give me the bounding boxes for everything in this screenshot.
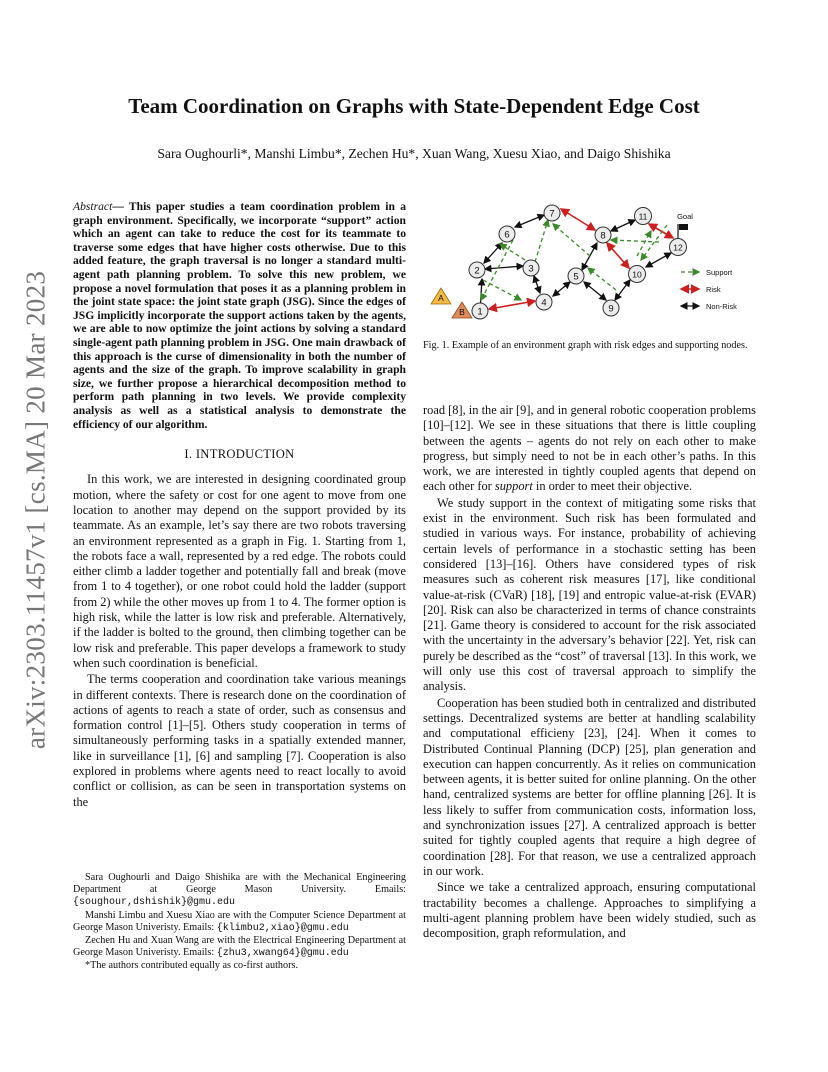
- right-column: [423, 403, 756, 941]
- environment-graph-figure: [423, 200, 756, 330]
- abstract: [73, 200, 406, 431]
- intro-paragraph-6: Since we take a centralized approach, ensuring computational tractability becomes a challenge. Approaches to simplifying a multi-agent planning problem have been widely studied, such as decomposition, graph reformulation, and: [423, 880, 756, 941]
- left-column: [73, 200, 406, 810]
- footnote-4: *The authors contributed equally as co-first authors.: [85, 960, 299, 972]
- svg-text:8: 8: [600, 230, 606, 242]
- figure-caption: Fig. 1. Example of an environment graph with risk edges and supporting nodes.: [423, 340, 748, 351]
- graph-node-1: [472, 303, 488, 319]
- svg-text:11: 11: [638, 211, 648, 222]
- svg-text:4: 4: [541, 297, 547, 309]
- footnote-1: Sara Oughourli and Daigo Shishika are with the Mechanical Engineering Department at George Mason University. Emails: {soughour,dshishik}@gmu.edu: [73, 872, 406, 909]
- svg-text:2: 2: [474, 265, 480, 277]
- graph-node-3: [523, 260, 539, 276]
- graph-node-2: [469, 262, 485, 278]
- intro-paragraph-1: In this work, we are interested in designing coordinated group motion, where the safety or cost for one agent to move from one location to another may depend on the support provided by its teammate. As an example, let’s say there are two robots traversing an environment represented as a graph in Fig. 1. Starting from 1, the robots face a wall, represented by a red edge. The robots could either climb a ladder together and potentially fall and break (move from 1 to 4 together), or one robot could hold the ladder (support from 2) while the other moves up from 1 to 4. The former option is high risk, while the latter is low risk and preferable. Alternatively, if the ladder is bolted to the ground, then climbing together can be low risk and preferable. This paper develops a framework to study when such coordination is beneficial.: [73, 472, 406, 670]
- graph-node-8: [595, 227, 611, 243]
- arxiv-stamp-text: arXiv:2303.11457v1 [cs.MA] 20 Mar 2023: [20, 270, 51, 750]
- intro-paragraph-4: We study support in the context of mitigating some risks that exist in the environment. Such risk has been formulated and studied in various ways. For instance, probability of achieving certain levels of performance in a stochastic setting has been considered [13]–[16]. Others have considered types of risk measures such as coherent risk measures [17], like conditional value-at-risk (CVaR) [18], [19] and entropic value-at-risk (EVAR) [20]. Risk can also be characterized in terms of chance constraints [21]. Game theory is considered to account for the risk associated with the uncertainty in the adversary’s behavior [22]. Yet, risk can purely be described as the “cost” of traversal [13]. In this work, we will only use this cost of traversal approach to simplify the analysis.: [423, 495, 756, 694]
- svg-text:B: B: [459, 307, 465, 317]
- svg-text:12: 12: [673, 242, 683, 253]
- legend-non-risk-label: Non-Risk: [706, 302, 737, 311]
- abstract-label: Abstract: [73, 200, 113, 213]
- footnote-3: Zechen Hu and Xuan Wang are with the Electrical Engineering Department at George Mason Univeristy. Emails: {zhu3,xwang64}@gmu.edu: [73, 935, 406, 960]
- footnote-2: Manshi Limbu and Xuesu Xiao are with the Computer Science Department at George Mason Univeristy. Emails: {klimbu2,xiao}@gmu.edu: [73, 909, 406, 934]
- graph-node-11: [635, 208, 652, 225]
- footnotes: [73, 872, 406, 973]
- graph-node-12: [670, 239, 687, 256]
- svg-text:9: 9: [608, 303, 614, 315]
- author-list: Sara Oughourli*, Manshi Limbu*, Zechen Hu*, Xuan Wang, Xuesu Xiao, and Daigo Shishika: [157, 146, 671, 161]
- paper-title: Team Coordination on Graphs with State-Dependent Edge Cost: [128, 94, 700, 118]
- svg-text:3: 3: [528, 263, 534, 275]
- graph-node-9: [603, 300, 619, 316]
- svg-text:A: A: [438, 293, 444, 303]
- intro-paragraph-3: road [8], in the air [9], and in general robotic cooperation problems [10]–[12]. We see in these situations that there is little coupling between the agents – agents do not rely on each other to make progress, but simply need to not be in each other’s paths. In this work, we are interested in tightly coupled agents that depend on each other for support in order to meet their objective.: [423, 403, 756, 494]
- svg-text:5: 5: [573, 271, 579, 283]
- abstract-text: — This paper studies a team coordination problem in a graph environment. Specifically, we incorporate “support” action which an agent can take to reduce the cost for its teammate to traverse some edges that have higher costs otherwise. Due to this added feature, the graph traversal is no longer a standard multi-agent path planning problem. To solve this new problem, we propose a novel formulation that poses it as a planning problem in the joint state space: the joint state graph (JSG). Since the edges of JSG implicitly incorporate the support actions taken by the agents, we are able to now optimize the joint actions by solving a standard single-agent path planning problem in JSG. One main drawback of this approach is the curse of dimensionality in both the number of agents and the size of the graph. To improve scalability in graph size, we further propose a hierarchical decomposition method to perform path planning in two levels. We provide complexity analysis as well as a statistical analysis to demonstrate the efficiency of our algorithm.: [73, 200, 406, 431]
- graph-node-4: [536, 294, 552, 310]
- legend-support-label: Support: [706, 268, 733, 277]
- section-heading-introduction: I. INTRODUCTION: [184, 447, 295, 462]
- svg-text:10: 10: [632, 269, 642, 280]
- arxiv-stamp: [16, 250, 56, 770]
- figure-legend: [681, 268, 737, 311]
- graph-node-6: [499, 226, 515, 242]
- intro-paragraph-2: The terms cooperation and coordination take various meanings in different contexts. There is research done on the coordination of actions of agents to reach a state of order, such as consensus and formation control [1]–[5]. Others study cooperation in terms of simultaneously performing tasks in a spatially extended manner, like in surveillance [1], [6] and sampling [7]. Cooperation is also explored in problems where agents need to react locally to avoid conflict or collision, as can be seen in transportation systems on the: [73, 672, 406, 809]
- legend-risk-label: Risk: [706, 285, 721, 294]
- goal-flag-icon: [678, 224, 688, 238]
- agent-b-marker: [452, 302, 472, 318]
- graph-node-5: [568, 268, 584, 284]
- graph-node-10: [629, 266, 646, 283]
- svg-text:7: 7: [549, 208, 555, 220]
- intro-paragraph-5: Cooperation has been studied both in centralized and distributed settings. Decentralized systems are better at handling scalability and computational efficieny [23], [24]. When it comes to Distributed Continual Planning (DCP) [25], plan generation and execution can happen concurrently. As it relies on communication between agents, it is better suited for online planning. On the other hand, centralized systems are better for offline planning [26]. It is less likely to suffer from communication costs, information loss, and synchronization issues [27]. A centralized approach is better suited for tightly coupled agents that require a high degree of coordination [28]. For that reason, we use a centralized approach in our work.: [423, 695, 756, 878]
- svg-text:1: 1: [477, 306, 483, 318]
- agent-a-marker: [431, 288, 451, 304]
- graph-node-7: [544, 205, 560, 221]
- goal-label: Goal: [677, 212, 693, 221]
- svg-text:6: 6: [504, 229, 510, 241]
